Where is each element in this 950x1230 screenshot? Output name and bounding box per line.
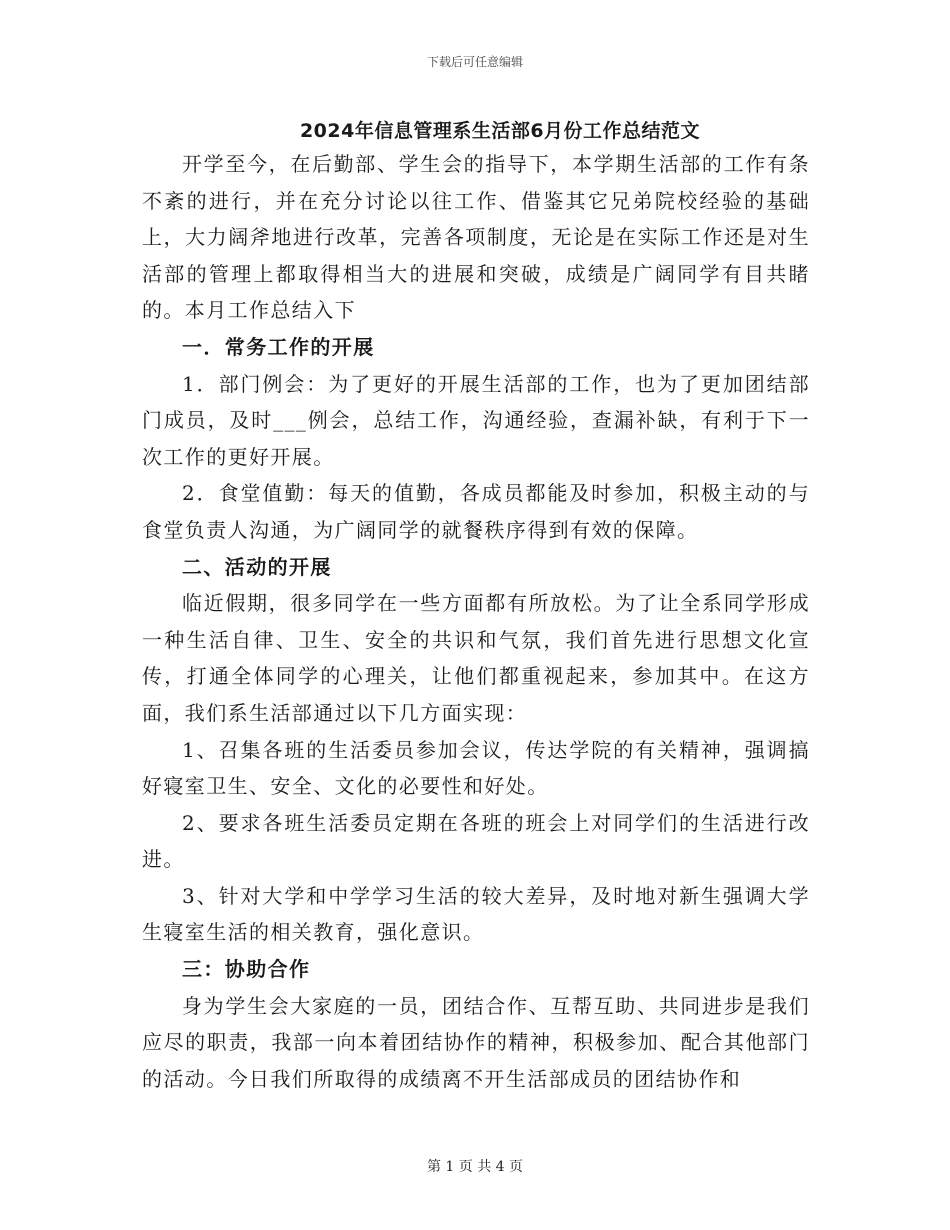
header-note: 下载后可任意编辑: [426, 55, 523, 69]
paragraph-activity-item-2: 2、要求各班生活委员定期在各班的班会上对同学们的生活进行改进。: [142, 810, 810, 872]
paragraph-activities-intro: 临近假期，很多同学在一些方面都有所放松。为了让全系同学形成一种生活自律、卫生、安全的共识和气氛，我们首先进行思想文化宣传，打通全体同学的心理关，让他们都重视起来，参加其中。在这方面，我们系生活部通过以下几方面实现：: [142, 591, 810, 725]
paragraph-cooperation: 身为学生会大家庭的一员，团结合作、互帮互助、共同进步是我们应尽的职责，我部一向本着团结协作的精神，积极参加、配合其他部门的活动。今日我们所取得的成绩离不开生活部成员的团结协作和: [142, 993, 810, 1091]
section-heading-cooperation: 三：协助合作: [182, 957, 311, 982]
document-body: [142, 146, 810, 1097]
paragraph-canteen-duty: 2．食堂值勤：每天的值勤，各成员都能及时参加，积极主动的与食堂负责人沟通，为广阔同学的就餐秩序得到有效的保障。: [142, 481, 810, 542]
page-number-footer: 第 1 页 共 4 页: [426, 1159, 524, 1175]
paragraph-activity-item-3: 3、针对大学和中学学习生活的较大差异，及时地对新生强调大学生寝室生活的相关教育，强化意识。: [142, 883, 810, 945]
paragraph-intro: 开学至今，在后勤部、学生会的指导下，本学期生活部的工作有条不紊的进行，并在充分讨论以往工作、借鉴其它兄弟院校经验的基础上，大力阔斧地进行改革，完善各项制度，无论是在实际工作还是对生活部的管理上都取得相当大的进展和突破，成绩是广阔同学有目共睹的。本月工作总结入下: [142, 152, 810, 323]
paragraph-activity-item-1: 1、召集各班的生活委员参加会议，传达学院的有关精神，强调搞好寝室卫生、安全、文化的必要性和好处。: [142, 737, 810, 799]
section-heading-activities: 二、活动的开展: [182, 554, 332, 579]
document-title: 2024年信息管理系生活部6月份工作总结范文: [299, 120, 701, 142]
paragraph-department-meeting: 1．部门例会：为了更好的开展生活部的工作，也为了更加团结部门成员，及时___例会，总结工作，沟通经验，查漏补缺，有利于下一次工作的更好开展。: [142, 371, 810, 469]
section-heading-routine-work: 一．常务工作的开展: [182, 334, 375, 359]
